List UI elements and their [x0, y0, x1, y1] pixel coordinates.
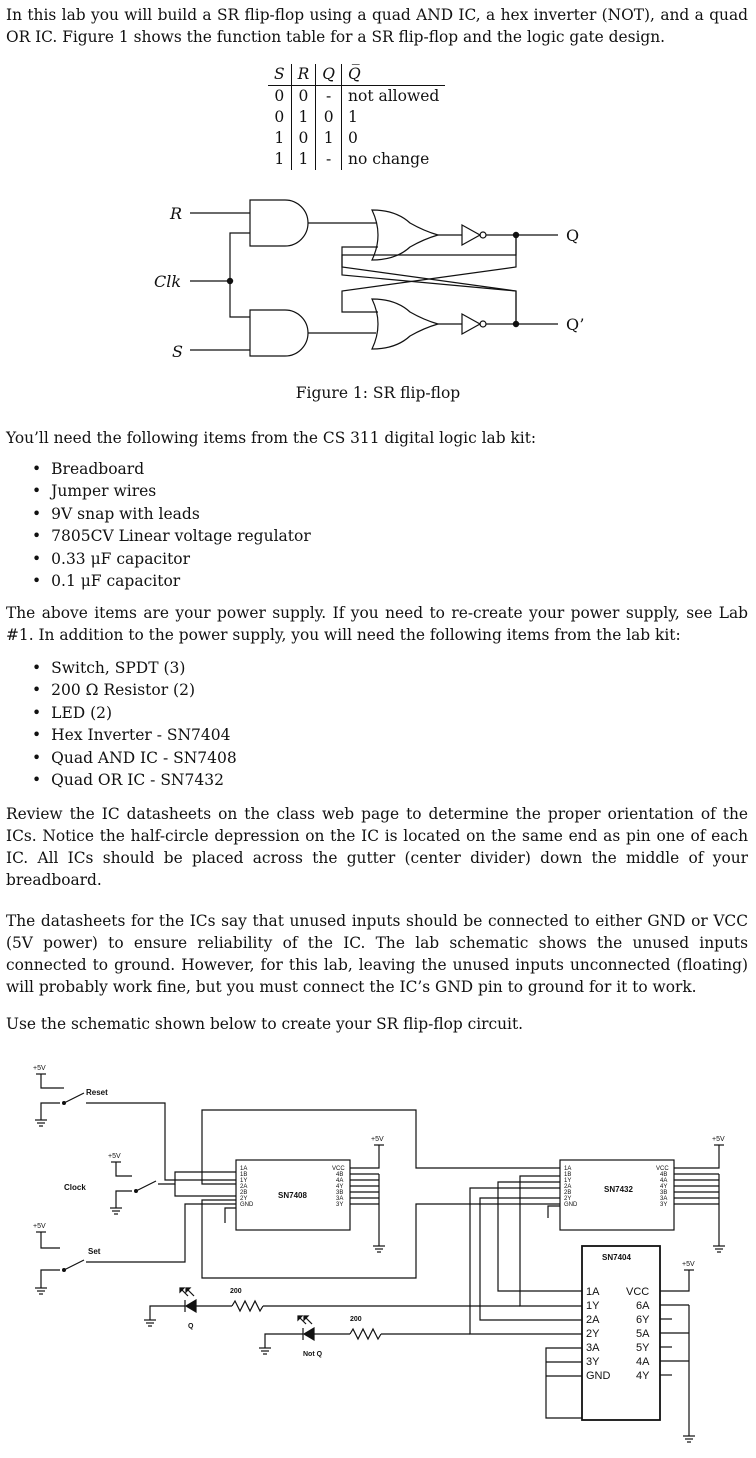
- list-item: • 7805CV Linear voltage regulator: [32, 525, 311, 547]
- unused-inputs-note: The datasheets for the ICs say that unused inputs should be connected to either GND or VCC (5V power) to ensure reliability of the IC. The lab schematic shows the unused inputs connected to ground. However, for this lab, leaving the unused inputs unconnected (floating) will probably work fine, but you must connect the IC’s GND pin to ground for it to work.: [6, 912, 748, 996]
- ground-icon: [110, 1208, 122, 1214]
- svg-text:4Y: 4Y: [636, 1370, 650, 1382]
- label-resistor-notq: 200: [350, 1316, 362, 1323]
- label-plus5v: +5V: [33, 1223, 46, 1230]
- svg-text:5Y: 5Y: [636, 1342, 650, 1354]
- cell: 0: [342, 128, 446, 149]
- wire-clock-1: [158, 1172, 236, 1184]
- wire-not-vcc: [660, 1270, 689, 1291]
- truth-table: [268, 64, 445, 170]
- list-item: • Jumper wires: [32, 480, 311, 502]
- cell: 0: [274, 108, 285, 126]
- datasheet-note: Review the IC datasheets on the class web page to determine the proper orientation of the ICs. Notice the half-circle depression on the IC is located on the same end as pin one of each IC. All ICs should be placed across the gutter (center divider) down the middle of your breadboard.: [6, 805, 748, 889]
- power-note: The above items are your power supply. If you need to re-create your power supply, see Lab #1. In addition to the power supply, you will need the following items from the lab kit:: [6, 604, 748, 644]
- ic-sn7404-left-pins: [586, 1286, 611, 1382]
- wire-or-vcc: [674, 1145, 719, 1168]
- ground-icon: [373, 1246, 385, 1252]
- switch-clock-blade: [136, 1181, 156, 1191]
- list-item: • 0.1 μF capacitor: [32, 570, 311, 592]
- label-set: Set: [88, 1247, 101, 1256]
- cell: 1: [316, 128, 342, 149]
- ground-icon: [144, 1320, 156, 1326]
- ic-sn7408-right-pins: VCC 4B 4A 4Y 3B 3A 3Y: [332, 1166, 345, 1208]
- wire-feedback-1: [520, 1176, 582, 1306]
- ic-sn7408-label: SN7408: [278, 1191, 307, 1200]
- wire-and-vcc: [350, 1145, 379, 1168]
- svg-text:GND: GND: [586, 1370, 611, 1382]
- cell: -: [316, 86, 342, 108]
- ground-icon: [35, 1288, 47, 1294]
- list-item: • 200 Ω Resistor (2): [32, 679, 237, 701]
- truth-table-header: [268, 64, 445, 86]
- ic-sn7404-right-pins: [626, 1286, 650, 1382]
- circuit-schematic: [0, 1058, 756, 1458]
- feedback-lines: [140, 195, 610, 375]
- svg-text:5A: 5A: [636, 1328, 650, 1340]
- cell: 1: [274, 129, 285, 147]
- ic-sn7408-left-pins: 1A 1B 1Y 2A 2B 2Y GND: [240, 1166, 254, 1208]
- svg-text:VCC: VCC: [626, 1286, 650, 1298]
- svg-text:2A: 2A: [586, 1314, 600, 1326]
- list-item: • Quad AND IC - SN7408: [32, 747, 237, 769]
- label-clock: Clock: [64, 1183, 86, 1192]
- kit-intro: You’ll need the following items from the CS 311 digital logic lab kit:: [6, 429, 537, 447]
- label-plus5v: +5V: [371, 1136, 384, 1143]
- wire-and2y-or: [202, 1200, 560, 1278]
- list-item: • Switch, SPDT (3): [32, 657, 237, 679]
- lab-item-list: [32, 657, 237, 791]
- list-item: • LED (2): [32, 702, 237, 724]
- svg-text:2Y: 2Y: [586, 1328, 600, 1340]
- cell: 0: [291, 86, 316, 108]
- header-r: R: [291, 64, 316, 86]
- power-item-list: [32, 458, 311, 592]
- list-item: • Quad OR IC - SN7432: [32, 769, 237, 791]
- cell: 1: [274, 150, 285, 168]
- ic-sn7432-left-pins: 1A 1B 1Y 2A 2B 2Y GND: [564, 1166, 578, 1208]
- schematic-intro: Use the schematic shown below to create your SR flip-flop circuit.: [6, 1015, 524, 1033]
- wire-and1y-or: [202, 1110, 560, 1184]
- ic-sn7432-right-pins: VCC 4B 4A 4Y 3B 3A 3Y: [656, 1166, 669, 1208]
- cell: 0: [316, 107, 342, 128]
- switch-set-blade: [64, 1260, 84, 1270]
- table-row: [268, 149, 445, 170]
- led-q-icon: [180, 1288, 196, 1312]
- ground-icon: [683, 1436, 695, 1442]
- intro-paragraph: In this lab you will build a SR flip-flop using a quad AND IC, a hex inverter (NOT), and a quad OR IC. Figure 1 shows the function table for a SR flip-flop and the logic gate design.: [6, 6, 748, 46]
- table-row: [268, 86, 445, 108]
- cell: 1: [342, 107, 446, 128]
- svg-text:1A: 1A: [586, 1286, 600, 1298]
- list-item: • 0.33 μF capacitor: [32, 548, 311, 570]
- header-s: S: [268, 64, 291, 86]
- svg-text:3Y: 3Y: [586, 1356, 600, 1368]
- svg-text:6A: 6A: [636, 1300, 650, 1312]
- label-led-notq: Not Q: [303, 1351, 323, 1358]
- label-s: S: [172, 342, 183, 361]
- list-item: • 9V snap with leads: [32, 503, 311, 525]
- svg-text:6Y: 6Y: [636, 1314, 650, 1326]
- ground-icon: [35, 1120, 47, 1126]
- svg-text:1Y: 1Y: [586, 1300, 600, 1312]
- label-r: R: [170, 204, 183, 223]
- cell: no change: [342, 149, 446, 170]
- wire-5v-reset: [41, 1074, 60, 1088]
- led-notq-icon: [298, 1316, 314, 1340]
- cell: 0: [291, 128, 316, 149]
- label-plus5v: +5V: [712, 1136, 725, 1143]
- cell: 1: [291, 107, 316, 128]
- label-led-q: Q: [188, 1323, 194, 1330]
- label-q: Q: [566, 226, 580, 245]
- ic-sn7404-label: SN7404: [602, 1253, 631, 1262]
- header-qbar: Q̅: [342, 64, 446, 86]
- wire-reset-to-and: [86, 1103, 236, 1180]
- wire-or2y-not2a: [480, 1198, 582, 1320]
- wire-set-to-and: [86, 1204, 236, 1262]
- svg-text:3A: 3A: [586, 1342, 600, 1354]
- svg-text:4A: 4A: [636, 1356, 650, 1368]
- label-plus5v: +5V: [682, 1261, 695, 1268]
- label-plus5v: +5V: [108, 1153, 121, 1160]
- table-row: [268, 128, 445, 149]
- label-resistor-q: 200: [230, 1288, 242, 1295]
- cell: not allowed: [342, 86, 446, 108]
- resistor-q: [232, 1301, 263, 1311]
- switch-reset-blade: [64, 1093, 84, 1103]
- cell: 1: [291, 149, 316, 170]
- list-item: • Hex Inverter - SN7404: [32, 724, 237, 746]
- wire-feedback-2: [470, 1188, 582, 1334]
- label-plus5v: +5V: [33, 1065, 46, 1072]
- list-item: • Breadboard: [32, 458, 311, 480]
- label-clk: Clk: [154, 272, 182, 291]
- label-qbar: Q’: [566, 315, 585, 334]
- cell: -: [316, 149, 342, 170]
- ground-icon: [713, 1246, 725, 1252]
- label-reset: Reset: [86, 1088, 108, 1097]
- header-q: Q: [316, 64, 342, 86]
- table-row: [268, 107, 445, 128]
- ic-sn7432-label: SN7432: [604, 1185, 633, 1194]
- resistor-notq: [350, 1329, 381, 1339]
- wire-clock-2: [175, 1184, 236, 1196]
- ground-icon: [259, 1348, 271, 1354]
- figure1-caption: Figure 1: SR flip-flop: [295, 384, 461, 402]
- cell: 0: [274, 87, 285, 105]
